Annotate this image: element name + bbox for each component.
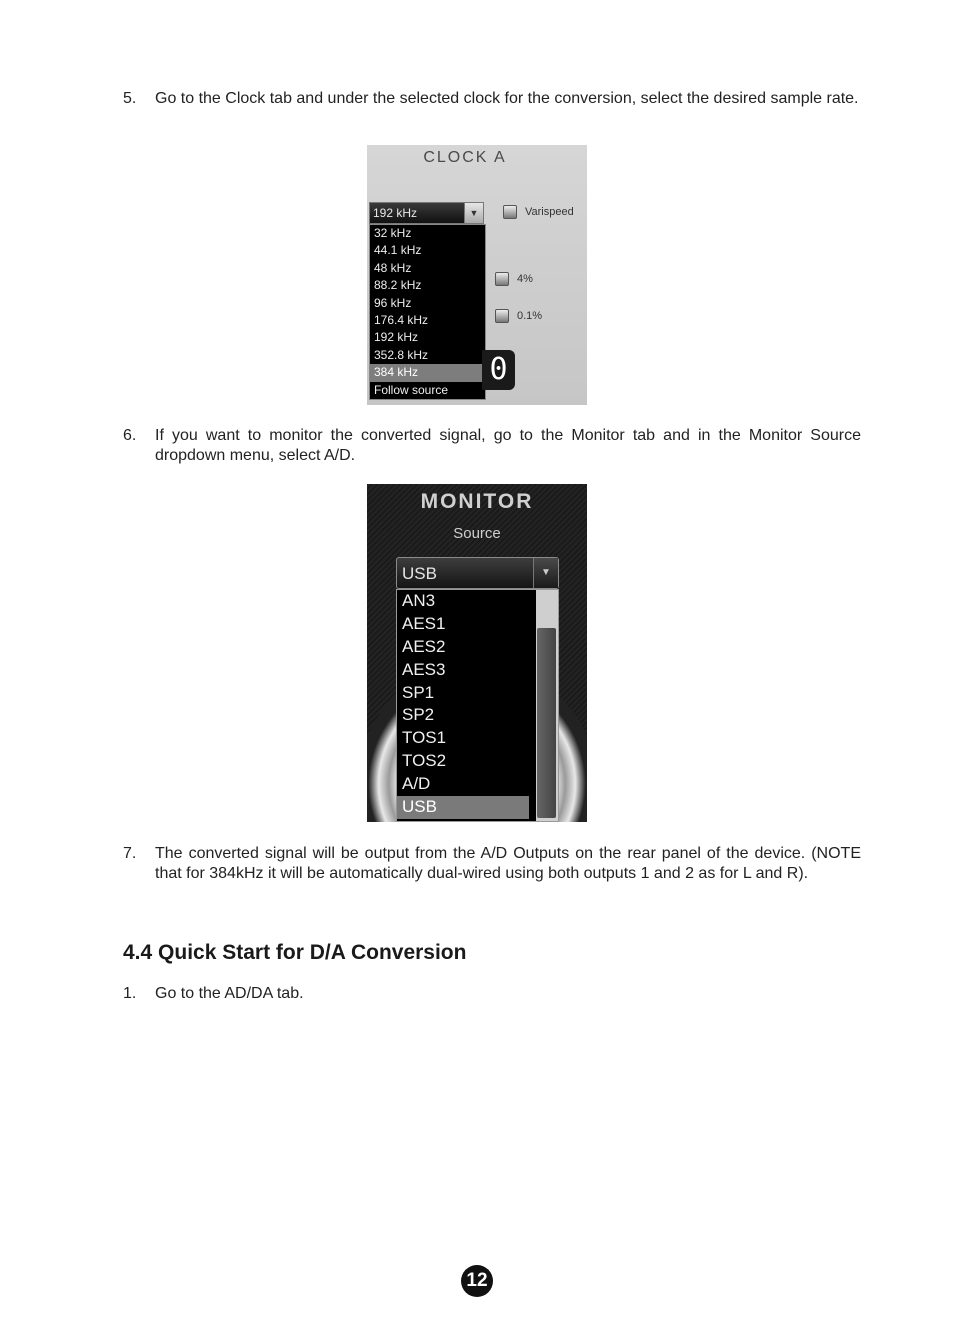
monitor-source-option[interactable]: AN3 bbox=[402, 591, 436, 610]
monitor-source-option[interactable]: USB bbox=[397, 796, 529, 819]
step-7 bbox=[123, 844, 861, 884]
scrollbar-thumb[interactable] bbox=[537, 628, 556, 818]
step-number: 6. bbox=[123, 427, 137, 444]
sample-rate-option[interactable]: Follow source bbox=[374, 382, 449, 397]
section-heading: 4.4 Quick Start for D/A Conversion bbox=[123, 941, 467, 964]
sample-rate-option[interactable]: 48 kHz bbox=[374, 260, 412, 275]
monitor-source-option[interactable]: SP1 bbox=[402, 682, 435, 702]
step-number: 5. bbox=[123, 90, 137, 107]
sample-rate-option[interactable]: 32 kHz bbox=[374, 226, 412, 240]
pct01-checkbox[interactable] bbox=[495, 309, 509, 323]
monitor-source-option[interactable]: AES3 bbox=[402, 659, 446, 679]
monitor-source-option[interactable]: SP2 bbox=[402, 705, 435, 725]
clock-title: CLOCK A bbox=[423, 149, 507, 166]
chevron-down-icon[interactable]: ▼ bbox=[464, 203, 483, 223]
monitor-panel bbox=[367, 484, 587, 822]
page-number: 12 bbox=[461, 1265, 493, 1297]
sample-rate-dropdown[interactable] bbox=[369, 202, 484, 224]
pct01-label: 0.1% bbox=[517, 310, 543, 322]
monitor-source-label: Source bbox=[453, 525, 501, 542]
sample-rate-option[interactable]: 384 kHz bbox=[370, 364, 485, 381]
monitor-source-option[interactable]: A/D bbox=[402, 774, 431, 794]
clock-digit-display: 0 bbox=[482, 350, 515, 390]
monitor-source-option[interactable]: AES1 bbox=[402, 613, 446, 633]
step-5 bbox=[123, 89, 861, 109]
clock-panel bbox=[367, 145, 587, 405]
chevron-down-icon[interactable]: ▼ bbox=[533, 558, 558, 588]
monitor-source-option[interactable]: TOS1 bbox=[402, 728, 447, 748]
sample-rate-option[interactable]: 88.2 kHz bbox=[374, 278, 422, 293]
varispeed-label: Varispeed bbox=[525, 206, 574, 218]
step-text: If you want to monitor the converted signal, go to the Monitor tab and in the Monitor Source dropdown menu, select A/D. bbox=[155, 427, 861, 464]
pct4-checkbox[interactable] bbox=[495, 272, 509, 286]
step-number: 7. bbox=[123, 845, 137, 862]
sample-rate-option[interactable]: 44.1 kHz bbox=[374, 243, 422, 258]
pct4-label: 4% bbox=[517, 273, 533, 285]
step-number: 1. bbox=[123, 985, 137, 1002]
monitor-source-option[interactable]: TOS2 bbox=[402, 751, 447, 771]
sample-rate-option[interactable]: 352.8 kHz bbox=[374, 347, 429, 362]
monitor-title: MONITOR bbox=[420, 490, 534, 513]
sample-rate-option[interactable]: 176.4 kHz bbox=[374, 312, 429, 327]
scrollbar[interactable] bbox=[536, 590, 558, 821]
step-text: The converted signal will be output from the A/D Outputs on the rear panel of the device. (NOTE that for 384kHz it will be automatically dual-wired using both outputs 1 and 2 as for L and R). bbox=[155, 845, 861, 882]
step-text: Go to the Clock tab and under the selected clock for the conversion, select the desired sample rate. bbox=[155, 90, 859, 107]
monitor-source-option[interactable]: AES2 bbox=[402, 636, 446, 656]
varispeed-checkbox[interactable] bbox=[503, 205, 517, 219]
step-6 bbox=[123, 426, 861, 466]
monitor-source-value: USB bbox=[402, 564, 437, 583]
sample-rate-option[interactable]: 96 kHz bbox=[374, 295, 412, 310]
sample-rate-value: 192 kHz bbox=[373, 206, 418, 220]
sample-rate-options bbox=[369, 224, 486, 400]
step-text: Go to the AD/DA tab. bbox=[155, 985, 304, 1002]
monitor-source-dropdown[interactable] bbox=[396, 557, 559, 589]
sample-rate-option[interactable]: 192 kHz bbox=[374, 330, 419, 345]
monitor-source-options bbox=[396, 589, 559, 822]
step-1 bbox=[123, 984, 861, 1004]
